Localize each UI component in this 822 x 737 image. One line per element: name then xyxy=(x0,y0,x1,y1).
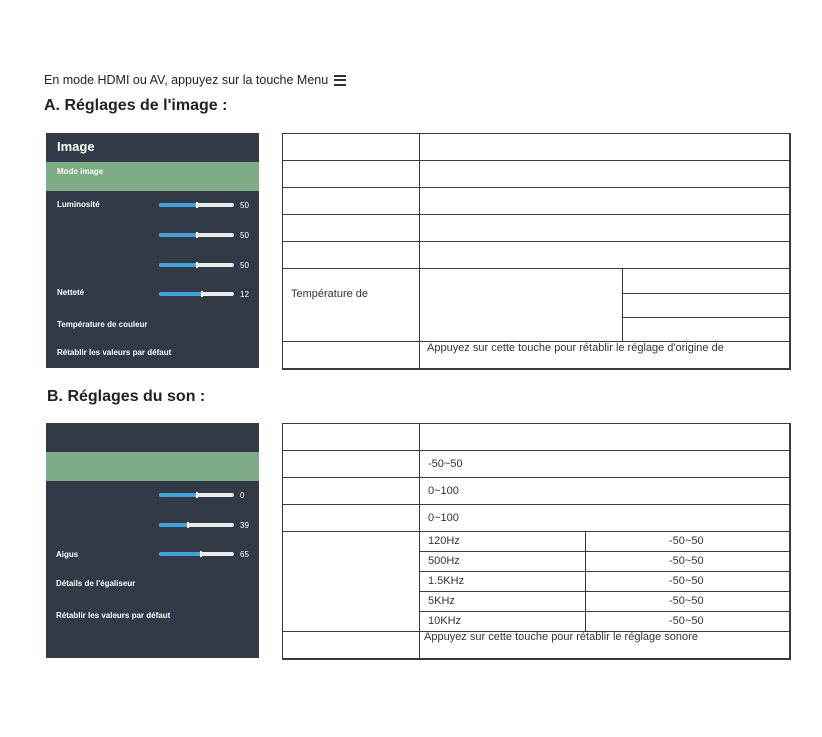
table-cell xyxy=(419,241,790,269)
osd-slider-value: 12 xyxy=(240,290,249,299)
table-cell xyxy=(282,187,420,215)
osd-slider-value: 0 xyxy=(240,491,245,500)
osd-slider-knob xyxy=(200,551,202,557)
table-cell xyxy=(282,504,420,532)
table-cell xyxy=(282,133,420,161)
osd-item-aigus: Aigus xyxy=(56,550,79,559)
osd-item-color-temp: Température de couleur xyxy=(57,320,148,329)
osd-slider-fill xyxy=(159,552,201,556)
table-cell xyxy=(282,450,420,478)
eq-band-freq: 10KHz xyxy=(428,615,462,627)
osd-selected-band xyxy=(46,452,259,481)
eq-band-freq: 1.5KHz xyxy=(428,575,465,587)
menu-icon xyxy=(334,75,346,86)
table-cell xyxy=(282,214,420,242)
table-cell xyxy=(419,450,790,478)
reset-description: Appuyez sur cette touche pour rétablir le réglage sonore xyxy=(424,631,698,643)
osd-slider-fill xyxy=(159,233,197,237)
osd-slider xyxy=(159,263,234,267)
osd-slider xyxy=(159,233,234,237)
table-cell xyxy=(282,341,420,369)
table-cell xyxy=(419,133,790,161)
eq-band-freq: 5KHz xyxy=(428,595,455,607)
eq-band-range: -50~50 xyxy=(669,595,704,607)
table-cell xyxy=(282,423,420,451)
osd-slider-knob xyxy=(187,522,189,528)
eq-band-range: -50~50 xyxy=(669,535,704,547)
osd-slider-value: 39 xyxy=(240,521,249,530)
osd-slider-knob xyxy=(196,232,198,238)
osd-item-reset: Rétablir les valeurs par défaut xyxy=(56,611,171,620)
intro-line xyxy=(44,73,346,87)
osd-slider xyxy=(159,493,234,497)
osd-slider-knob xyxy=(201,291,203,297)
table-cell xyxy=(419,187,790,215)
table-cell xyxy=(419,268,623,342)
table-cell xyxy=(282,241,420,269)
osd-slider xyxy=(159,523,234,527)
osd-slider xyxy=(159,552,234,556)
image-osd-panel xyxy=(46,133,259,368)
table-cell xyxy=(282,268,420,342)
eq-band-range: -50~50 xyxy=(669,555,704,567)
table-cell xyxy=(419,504,790,532)
range-value: 0~100 xyxy=(428,512,459,524)
table-cell xyxy=(282,531,420,632)
osd-slider-value: 50 xyxy=(240,201,249,210)
table-cell xyxy=(622,293,790,318)
range-value: -50~50 xyxy=(428,458,463,470)
table-cell xyxy=(282,477,420,505)
reset-description: Appuyez sur cette touche pour rétablir le réglage d'origine de xyxy=(427,342,724,354)
eq-band-range: -50~50 xyxy=(669,575,704,587)
color-temp-label: Température de xyxy=(291,288,369,300)
eq-band-freq: 500Hz xyxy=(428,555,460,567)
table-cell xyxy=(419,477,790,505)
osd-slider-knob xyxy=(196,492,198,498)
osd-item-equalizer: Détails de l'égaliseur xyxy=(56,579,136,588)
osd-slider-fill xyxy=(159,203,197,207)
osd-slider-fill xyxy=(159,263,197,267)
osd-slider xyxy=(159,292,234,296)
intro-text: En mode HDMI ou AV, appuyez sur la touche Menu xyxy=(44,73,329,87)
osd-item-mode-image: Mode image xyxy=(57,167,104,176)
table-cell xyxy=(282,160,420,188)
osd-slider-knob xyxy=(196,262,198,268)
osd-slider-fill xyxy=(159,493,197,497)
table-cell xyxy=(622,268,790,294)
osd-slider-value: 50 xyxy=(240,231,249,240)
table-cell xyxy=(419,214,790,242)
sound-osd-panel xyxy=(46,423,259,658)
eq-band-range: -50~50 xyxy=(669,615,704,627)
osd-slider-knob xyxy=(196,202,198,208)
table-cell xyxy=(282,631,420,659)
osd-slider-value: 65 xyxy=(240,550,249,559)
section-b-heading: B. Réglages du son : xyxy=(47,388,206,405)
osd-slider-fill xyxy=(159,292,202,296)
table-cell xyxy=(419,160,790,188)
osd-slider-fill xyxy=(159,523,188,527)
osd-slider-value: 50 xyxy=(240,261,249,270)
range-value: 0~100 xyxy=(428,485,459,497)
osd-title: Image xyxy=(57,139,95,154)
osd-item-nettete: Netteté xyxy=(57,288,85,297)
section-a-heading: A. Réglages de l'image : xyxy=(44,97,228,114)
osd-item-label: Luminosité xyxy=(57,200,100,209)
table-cell xyxy=(419,423,790,451)
table-cell xyxy=(622,317,790,342)
eq-band-freq: 120Hz xyxy=(428,535,460,547)
osd-item-reset: Rétablir les valeurs par défaut xyxy=(57,348,172,357)
osd-slider xyxy=(159,203,234,207)
